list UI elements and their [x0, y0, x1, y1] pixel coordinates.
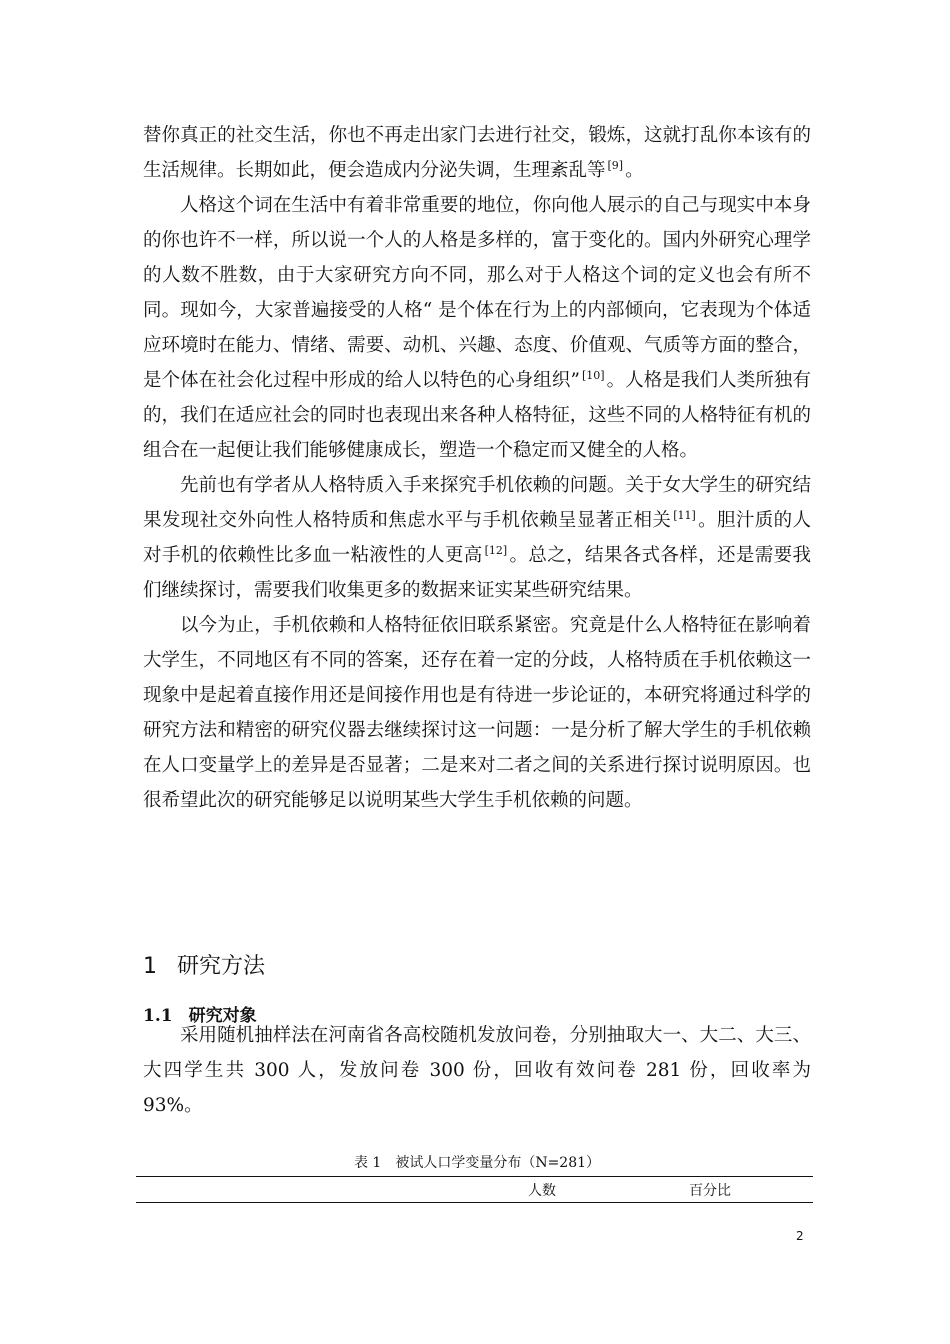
- table-title: 被试人口学变量分布（N=281）: [395, 1155, 601, 1171]
- table-header-rule: [136, 1202, 813, 1203]
- paragraph-text: 。: [625, 160, 644, 181]
- paragraph-text: 。人格是我们人类所独有的，我们在适应社会的同时也表现出来各种人格特征，这些不同的人格特征有机的组合在一起便让我们能够健康成长，塑造一个稳定而又健全的人格。: [143, 370, 811, 461]
- body-paragraph: [143, 188, 811, 468]
- subsection-number: 1.1: [143, 1006, 173, 1026]
- subsection-title: 研究对象: [188, 1006, 257, 1026]
- section-number: 1: [143, 954, 157, 979]
- paragraph-text: 。胆汁质的人对手机的依赖性比多血一粘液性的人更高: [143, 510, 811, 566]
- body-paragraph: [143, 468, 811, 608]
- table-header-count: 人数: [528, 1183, 556, 1199]
- paragraph-text: 。总之，结果各式各样，还是需要我们继续探讨，需要我们收集更多的数据来证实某些研究结果。: [143, 545, 811, 601]
- citation-marker: [10]: [581, 369, 605, 382]
- paragraph-text: 先前也有学者从人格特质入手来探究手机依赖的问题。关于女大学生的研究结果发现社交外向性人格特质和焦虑水平与手机依赖呈显著正相关: [143, 475, 811, 531]
- citation-marker: [11]: [673, 509, 696, 522]
- paragraph-text: 人格这个词在生活中有着非常重要的地位，你向他人展示的自己与现实中本身的你也许不一样，所以说一个人的人格是多样的，富于变化的。国内外研究心理学的人数不胜数，由于大家研究方向不同，那么对于人格这个词的定义也会有所不同。现如今，大家普遍接受的人格“ 是个体在行为上的内部倾向，它表现为个体适应环境时在能力、情绪、需要、动机、兴趣、态度、价值观、气质等方面的整合，是个体在社会化过程中形成的给人以特色的心身组织”: [143, 195, 811, 391]
- table-header-percent: 百分比: [689, 1183, 731, 1199]
- paragraph-text: 以今为止，手机依赖和人格特征依旧联系紧密。究竟是什么人格特征在影响着大学生，不同地区有不同的答案，还存在着一定的分歧，人格特质在手机依赖这一现象中是起着直接作用还是间接作用也是有待进一步论证的，本研究将通过科学的研究方法和精密的研究仪器去继续探讨这一问题：一是分析了解大学生的手机依赖在人口变量学上的差异是否显著；二是来对二者之间的关系进行探讨说明原因。也很希望此次的研究能够足以说明某些大学生手机依赖的问题。: [143, 615, 811, 811]
- body-paragraph: [143, 608, 811, 818]
- section-heading: [143, 950, 265, 984]
- table-top-rule: [136, 1176, 813, 1177]
- table-caption: [143, 1153, 811, 1173]
- section-title: 研究方法: [177, 954, 266, 979]
- page-number: 2: [796, 1229, 804, 1243]
- table-number: 表 1: [353, 1155, 382, 1171]
- subsection-body: [143, 1018, 811, 1123]
- citation-marker: [12]: [484, 544, 508, 557]
- body-paragraph: [143, 118, 811, 188]
- paragraph-text: 替你真正的社交生活，你也不再走出家门去进行社交，锻炼，这就打乱你本该有的生活规律。长期如此，便会造成内分泌失调，生理紊乱等: [143, 125, 811, 181]
- subsection-paragraph: 采用随机抽样法在河南省各高校随机发放问卷，分别抽取大一、大二、大三、大四学生共 300 人，发放问卷 300 份，回收有效问卷 281 份，回收率为 93%。: [143, 1025, 811, 1116]
- body-text: [143, 118, 811, 818]
- citation-marker: [9]: [607, 159, 624, 172]
